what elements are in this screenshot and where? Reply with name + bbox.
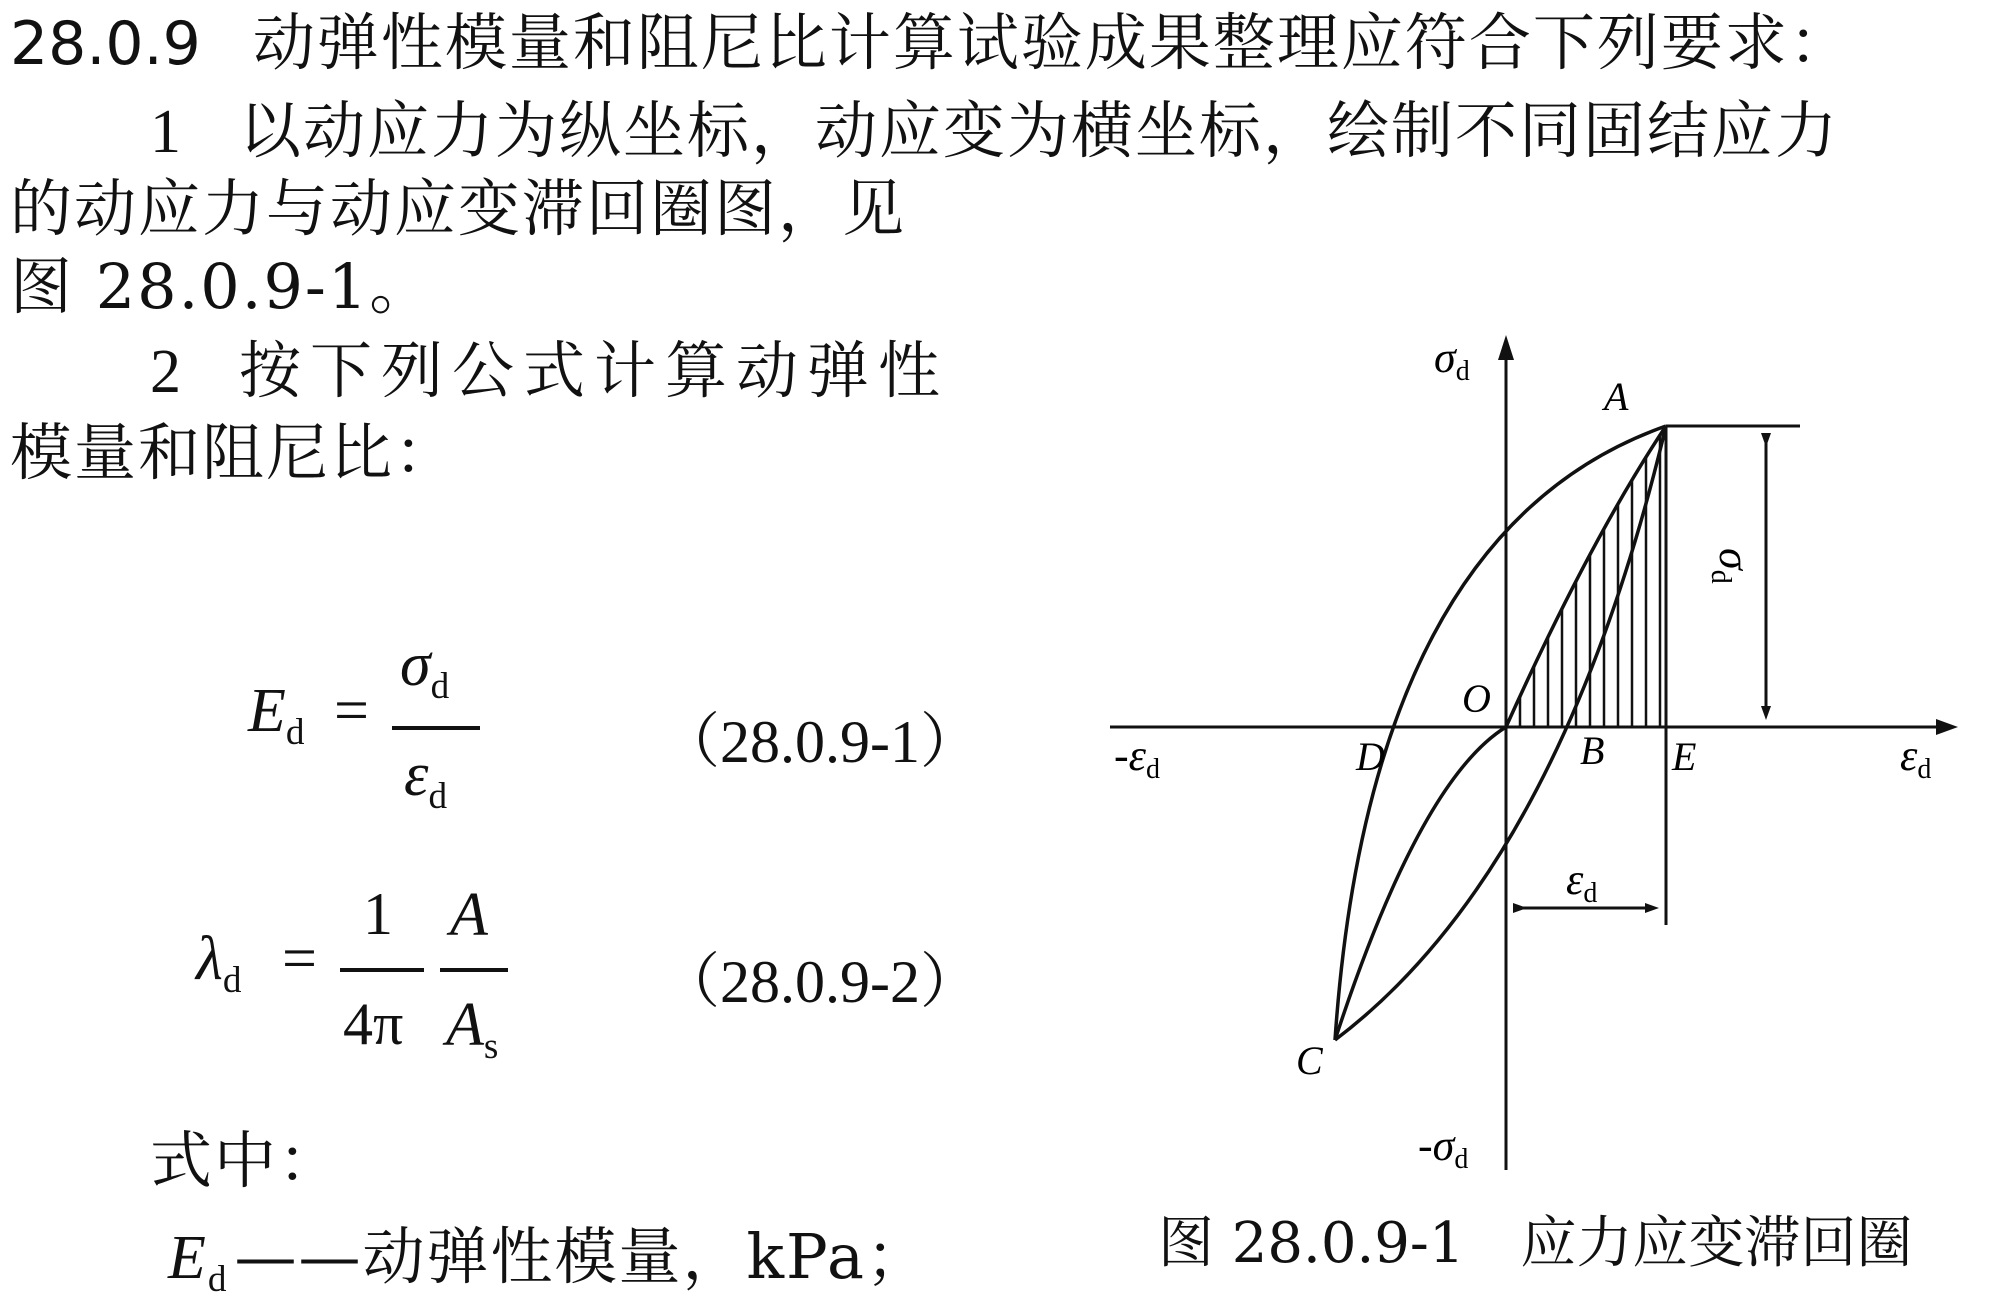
item2-number: 2 xyxy=(150,338,183,406)
label-sigma-dimension xyxy=(1705,548,1759,584)
label-point-O: O xyxy=(1462,676,1491,721)
definition-text: 动弹性模量，kPa； xyxy=(362,1220,930,1293)
loop-lower-curve xyxy=(1335,426,1666,1040)
eq2-denominator-1: 4π xyxy=(343,991,404,1057)
eq2-equals: = xyxy=(282,925,317,993)
eq1-number: （28.0.9-1） xyxy=(660,709,980,775)
label-epsilon-dimension: εd xyxy=(1566,855,1598,909)
eq2-numerator-1: 1 xyxy=(363,881,393,947)
eq1-denominator: $\varepsilon_d$ xyxy=(404,741,448,818)
section-title: 动弹性模量和阻尼比计算试验成果整理应符合下列要求： xyxy=(252,6,1853,79)
x-axis-arrow-icon xyxy=(1936,719,1958,735)
item1-text-line1: 以动应力为纵坐标，动应变为横坐标，绘制不同固结应力 xyxy=(239,94,1840,167)
where-label: 式中： xyxy=(150,1124,343,1197)
svg-text:σd: σd xyxy=(1705,548,1759,584)
item1-line2: 的动应力与动应变滞回圈图，见 xyxy=(10,172,907,245)
eq1-numerator: $\sigma_d$ xyxy=(400,631,450,708)
item2-text-line1: 按下列公式计算动弹性 xyxy=(239,334,950,407)
eq2-lhs: $\lambda_d$ xyxy=(196,925,242,1002)
eq2-numerator-2: A xyxy=(450,881,488,949)
backbone-curve xyxy=(1335,426,1666,1040)
label-point-B: B xyxy=(1580,728,1605,773)
eq1-equals: = xyxy=(334,677,369,745)
item1-number: 1 xyxy=(150,98,183,166)
section-number: 28.0.9 xyxy=(10,9,201,79)
loop-upper-curve xyxy=(1335,426,1666,1040)
label-point-C: C xyxy=(1296,1038,1323,1083)
label-point-D: D xyxy=(1356,734,1385,779)
label-x-neg: -εd xyxy=(1114,731,1160,785)
definition-symbol: $E_d$ xyxy=(168,1224,229,1301)
eq2-number: （28.0.9-2） xyxy=(660,949,980,1015)
item1-line3: 图 28.0.9-1。 xyxy=(10,250,434,323)
figure-caption: 图 28.0.9-1 应力应变滞回圈 xyxy=(1158,1211,1913,1276)
y-axis-arrow-icon xyxy=(1498,335,1514,360)
eq2-denominator-2: $A_s$ xyxy=(446,991,499,1068)
label-point-A: A xyxy=(1604,374,1629,419)
label-y-pos: σd xyxy=(1434,333,1470,387)
eq1-lhs: $E_d$ xyxy=(248,677,305,754)
item2-line2: 模量和阻尼比： xyxy=(10,416,459,489)
label-point-E: E xyxy=(1672,734,1697,779)
definition-dash: —— xyxy=(234,1220,363,1293)
label-x-pos: εd xyxy=(1900,731,1932,785)
label-y-neg: -σd xyxy=(1418,1121,1469,1175)
